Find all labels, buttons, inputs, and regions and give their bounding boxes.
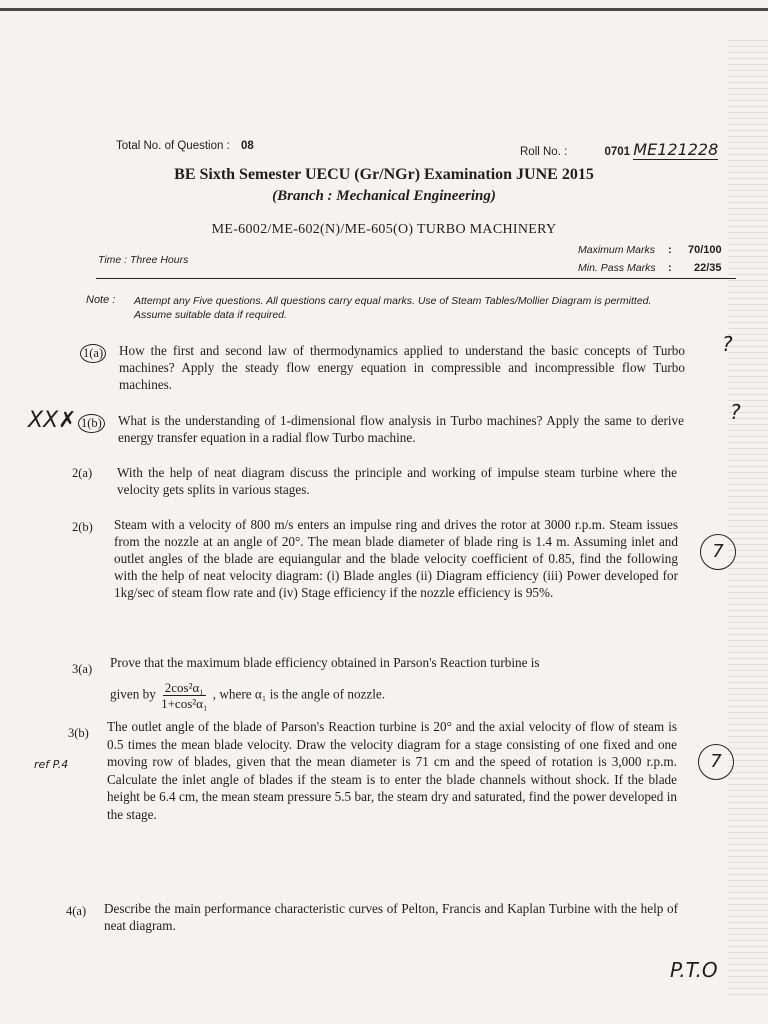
max-marks-label: Maximum Marks	[578, 244, 656, 256]
q1a-number	[80, 344, 106, 363]
q4a-number: 4(a)	[66, 904, 87, 918]
scan-noise-right-edge	[728, 40, 768, 1000]
q2a-text: With the help of neat diagram discuss the principle and working of impulse steam turbine where the velocity gets splits in various stages.	[117, 465, 677, 497]
q1b-number	[78, 414, 105, 433]
branch-title: (Branch : Mechanical Engineering)	[272, 188, 496, 204]
q2b-number: 2(b)	[72, 520, 93, 534]
total-questions-label: Total No. of Question :	[116, 140, 230, 152]
q2b-marks-circle: 7	[700, 534, 736, 570]
roll-value: 0701	[604, 146, 631, 158]
exam-title: BE Sixth Semester UECU (Gr/NGr) Examination JUNE 2015	[174, 166, 594, 183]
roll-number	[520, 140, 718, 159]
q3b-margin-note: ref P.4	[34, 758, 69, 771]
pto-handwritten: P.T.O	[670, 958, 718, 982]
max-marks-colon: :	[668, 244, 672, 256]
q1b-text: What is the understanding of 1-dimensional flow analysis in Turbo machines? Apply the same to derive energy transfer equation in a radial flow Turbo machine.	[118, 413, 684, 445]
roll-handwritten: ME121228	[633, 140, 719, 159]
note-label: Note :	[86, 294, 116, 306]
q3a-formula-line	[110, 680, 676, 711]
note-text	[134, 294, 734, 322]
header-divider	[96, 278, 736, 279]
min-marks-label: Min. Pass Marks	[578, 262, 656, 274]
q1b-hand-mark: XX✗	[28, 408, 77, 433]
max-marks-value: 70/100	[688, 244, 722, 256]
min-marks-colon: :	[668, 262, 672, 274]
q1a-circle: 1(a)	[80, 344, 106, 363]
q1b-question-mark: ?	[730, 400, 741, 424]
q2a-number: 2(a)	[72, 466, 93, 480]
q3a-fraction	[161, 680, 207, 711]
total-questions	[116, 140, 254, 152]
q3a-given-by: given by	[110, 686, 156, 702]
total-questions-value: 08	[241, 140, 254, 152]
q3b-marks-circle: 7	[698, 744, 734, 780]
note-line-1: Attempt any Five questions. All questions carry equal marks. Use of Steam Tables/Mollier Diagram is permitted.	[134, 295, 652, 307]
q3b-number: 3(b)	[68, 726, 89, 740]
course-title: ME-6002/ME-602(N)/ME-605(O) TURBO MACHINERY	[211, 222, 557, 237]
q3a-fraction-denominator: 1+cos²α₁	[161, 696, 208, 711]
q3a-text-after: , where α₁ is the angle of nozzle.	[212, 686, 386, 702]
top-border-line	[0, 8, 768, 11]
q1b-circle: 1(b)	[78, 414, 105, 433]
q1a-text: How the first and second law of thermodynamics applied to understand the basic concepts of Turbo machines? Apply the steady flow energy equation in compressible and incompressible flow Turbo machines.	[119, 343, 685, 392]
q3b-text: The outlet angle of the blade of Parson's Reaction turbine is 20° and the axial velocity of flow of steam is 0.5 times the mean blade velocity. Draw the velocity diagram for a stage consisting of one fixed and one moving row of blades, given that the mean diameter is 71 cm and the speed of rotation is 3,000 r.p.m. Calculate the inlet angle of blades if the steam is to enter the blade channels without shock. If the blade height be 6.4 cm, the mean steam pressure 5.5 bar, the steam dry and saturated, find the power developed in the stage.	[107, 719, 677, 822]
time-label: Time : Three Hours	[98, 254, 189, 266]
q1a-question-mark: ?	[722, 332, 733, 356]
roll-label: Roll No. :	[520, 146, 568, 158]
min-marks-value: 22/35	[694, 262, 722, 274]
note-line-2: Assume suitable data if required.	[134, 309, 287, 321]
q4a-text: Describe the main performance characteristic curves of Pelton, Francis and Kaplan Turbine with the help of neat diagram.	[104, 901, 678, 933]
q3a-number: 3(a)	[72, 662, 93, 676]
q3a-text-line1: Prove that the maximum blade efficiency obtained in Parson's Reaction turbine is	[110, 655, 540, 670]
q3a-fraction-numerator: 2cos²α₁	[164, 680, 204, 695]
q2b-text: Steam with a velocity of 800 m/s enters an impulse ring and drives the rotor at 3000 r.p.m. Steam issues from the nozzle at an angle of 20°. The mean blade diameter of blade ring is 1.4 m. Assuming inlet and outlet angles of the blade are equiangular and the blade velocity coefficient of 0.85, find the following with the help of neat velocity diagram: (i) Blade angles (ii) Diagram efficiency (iii) Power developed for 1kg/sec of steam flow rate and (iv) Stage efficiency if the nozzle efficiency is 95%.	[114, 517, 678, 600]
